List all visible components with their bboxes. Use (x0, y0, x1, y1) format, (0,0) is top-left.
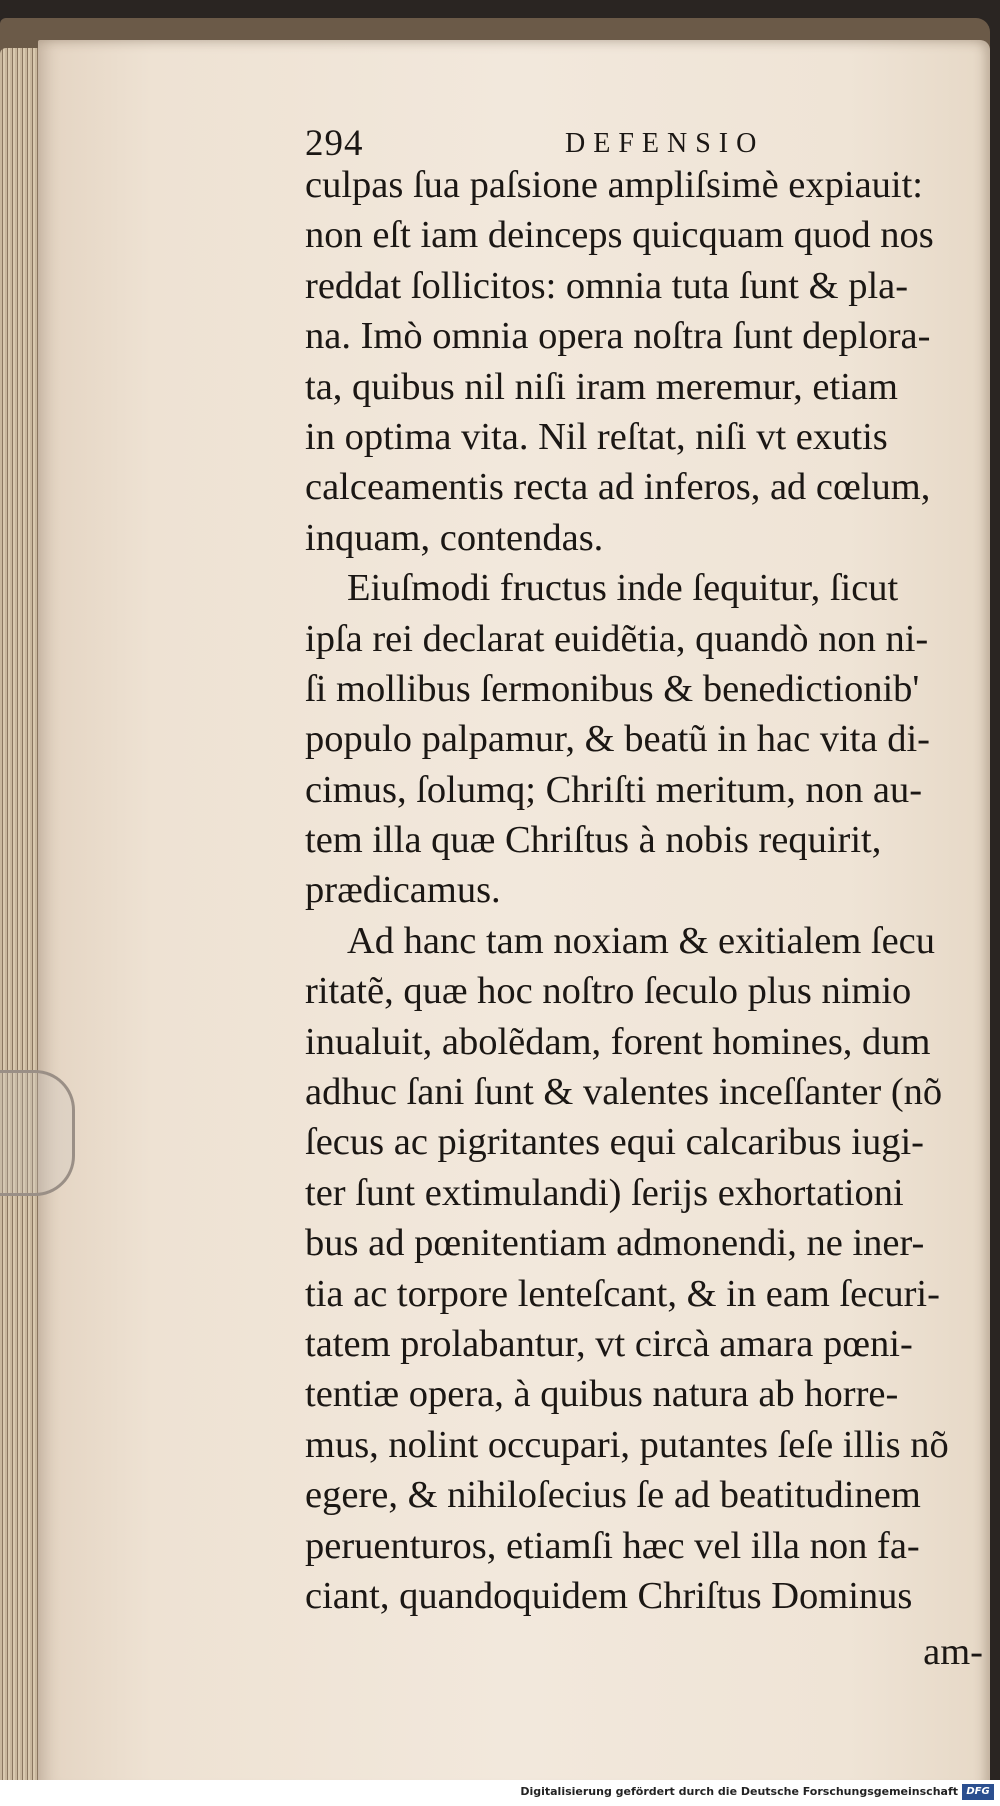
text-line: Ad hanc tam noxiam & exitialem ſecu (347, 919, 936, 962)
text-line: Eiuſmodi fructus inde ſequitur, ſicut (347, 567, 899, 610)
text-line: tia ac torpore lenteſcant, & in eam ſecuri- (305, 1272, 940, 1315)
text-line: cimus, ſolumq; Chriſti meritum, non au- (305, 768, 923, 811)
catchword: am- (923, 1631, 983, 1674)
text-line: na. Imò omnia opera noſtra ſunt deplora- (305, 315, 931, 358)
running-head: DEFENSIO (565, 128, 765, 159)
text-line: adhuc ſani ſunt & valentes inceſſanter (nõ (305, 1071, 943, 1114)
footer-bar (0, 1780, 1000, 1806)
text-line: mus, nolint occupari, putantes ſeſe illis nõ (305, 1423, 949, 1466)
page-header (305, 122, 805, 162)
text-line: tem illa quæ Chriſtus à nobis requirit, (305, 819, 882, 862)
text-line: ſecus ac pigritantes equi calcaribus iugi- (305, 1121, 924, 1164)
page-edges (0, 48, 38, 1788)
text-block (305, 160, 990, 1678)
text-line: inualuit, abolẽdam, forent homines, dum (305, 1020, 931, 1063)
text-line: ciant, quandoquidem Chriſtus Dominus (305, 1574, 913, 1617)
text-line: prædicamus. (305, 869, 501, 912)
text-line: culpas ſua paſsione ampliſsimè expiauit: (305, 164, 923, 206)
text-line: tatem prolabantur, vt circà amara pœni- (305, 1322, 913, 1365)
dfg-logo: DFG (962, 1784, 994, 1800)
text-line: reddat ſollicitos: omnia tuta ſunt & pla- (305, 264, 909, 307)
text-line: populo palpamur, & beatũ in hac vita di- (305, 718, 930, 761)
text-line: ter ſunt extimulandi) ſerijs exhortationi (305, 1171, 904, 1214)
text-line: non eſt iam deinceps quicquam quod nos (305, 214, 934, 257)
text-line: bus ad pœnitentiam admonendi, ne iner- (305, 1222, 925, 1265)
text-line: ipſa rei declarat euidẽtia, quandò non ni- (305, 617, 929, 660)
text-line: ta, quibus nil niſi iram meremur, etiam (305, 365, 898, 408)
text-line: peruenturos, etiamſi hæc vel illa non fa- (305, 1524, 920, 1567)
text-line: ritatẽ, quæ hoc noſtro ſeculo plus nimio (305, 970, 912, 1013)
page-clip (0, 1070, 75, 1196)
page-number: 294 (305, 123, 364, 164)
text-line: tentiæ opera, à quibus natura ab horre- (305, 1373, 899, 1416)
text-line: egere, & nihiloſecius ſe ad beatitudinem (305, 1474, 921, 1517)
text-line: calceamentis recta ad inferos, ad cœlum, (305, 466, 931, 509)
text-line: inquam, contendas. (305, 516, 604, 559)
digitization-credit: Digitalisierung gefördert durch die Deutsche Forschungsgemeinschaft (520, 1785, 958, 1798)
text-line: ſi mollibus ſermonibus & benedictionib' (305, 667, 920, 710)
text-line: in optima vita. Nil reſtat, niſi vt exutis (305, 415, 888, 458)
